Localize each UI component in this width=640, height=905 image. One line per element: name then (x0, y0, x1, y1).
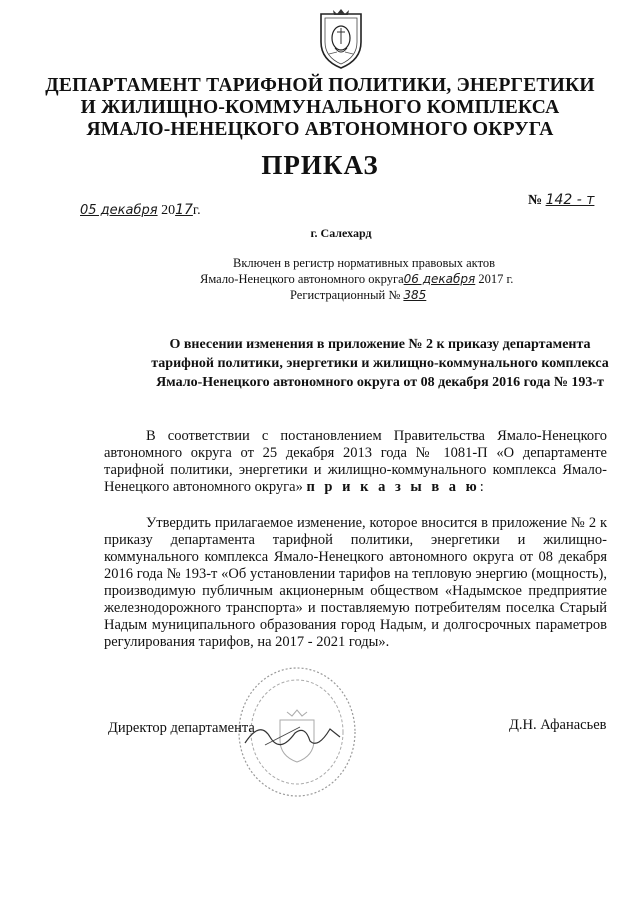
signatory-position: Директор департамента (108, 720, 255, 736)
order-number-handwritten: 142 - т (545, 192, 595, 208)
department-name-line-3: ЯМАЛО-НЕНЕЦКОГО АВТОНОМНОГО ОКРУГА (86, 119, 554, 140)
order-date-handwritten: 05 декабря (80, 203, 158, 218)
order-command: п р и к а з ы в а ю (306, 479, 480, 495)
body-paragraph-1-end: : (479, 479, 484, 495)
body-paragraph-1 (104, 428, 607, 496)
order-date-suffix: г. (192, 203, 201, 218)
registration-line-3 (290, 288, 426, 303)
document-title: ПРИКАЗ (261, 150, 379, 180)
registration-region: Ямало-Ненецкого автономного округа (200, 272, 404, 286)
order-date (80, 202, 201, 219)
subject-line-3: Ямало-Ненецкого автономного округа от 08 декабря 2016 года № 193-т (156, 375, 604, 390)
handwritten-signature-icon (240, 715, 350, 755)
registration-number-label: Регистрационный № (290, 288, 401, 302)
city-name: г. Салехард (310, 226, 372, 240)
coat-of-arms-icon (313, 8, 369, 70)
registration-date-handwritten: 06 декабря (403, 272, 476, 286)
subject-line-1: О внесении изменения в приложение № 2 к приказу департамента (169, 337, 591, 352)
order-number-label: № (528, 193, 543, 208)
registration-line-1: Включен в регистр нормативных правовых актов (233, 256, 496, 270)
registration-line-2 (200, 272, 513, 287)
order-date-year-prefix: 20 (161, 203, 176, 218)
registration-year: 2017 г. (478, 272, 514, 286)
department-name-line-1: ДЕПАРТАМЕНТ ТАРИФНОЙ ПОЛИТИКИ, ЭНЕРГЕТИКИ (45, 75, 595, 96)
signatory-name: Д.Н. Афанасьев (509, 717, 607, 733)
body-paragraph-1-text: В соответствии с постановлением Правительства Ямало-Ненецкого автономного округа от 25 декабря 2013 года № 1081-П «О департаменте тарифной политики, энергетики и жилищно-коммунального комплекса Ямало-Ненецкого автономного округа» (104, 428, 607, 495)
registration-number-handwritten: 385 (403, 288, 427, 302)
order-number (528, 192, 594, 209)
order-date-year-handwritten: 17 (175, 202, 193, 218)
subject-line-2: тарифной политики, энергетики и жилищно-коммунального комплекса (151, 356, 609, 371)
body-paragraph-2: Утвердить прилагаемое изменение, которое вносится в приложение № 2 к приказу департамента тарифной политики, энергетики и жилищно-коммунального комплекса Ямало-Ненецкого автономного округа от 08 декабря 2016 года № 193-т «Об установлении тарифов на тепловую энергию (мощность), производимую публичным акционерным обществом «Надымское предприятие железнодорожного транспорта» и поставляемую потребителям поселка Старый Надым муниципального образования город Надым, и долгосрочных параметров регулирования тарифов, на 2017 - 2021 годы». (104, 515, 607, 650)
department-name-line-2: И ЖИЛИЩНО-КОММУНАЛЬНОГО КОМПЛЕКСА (80, 97, 560, 118)
